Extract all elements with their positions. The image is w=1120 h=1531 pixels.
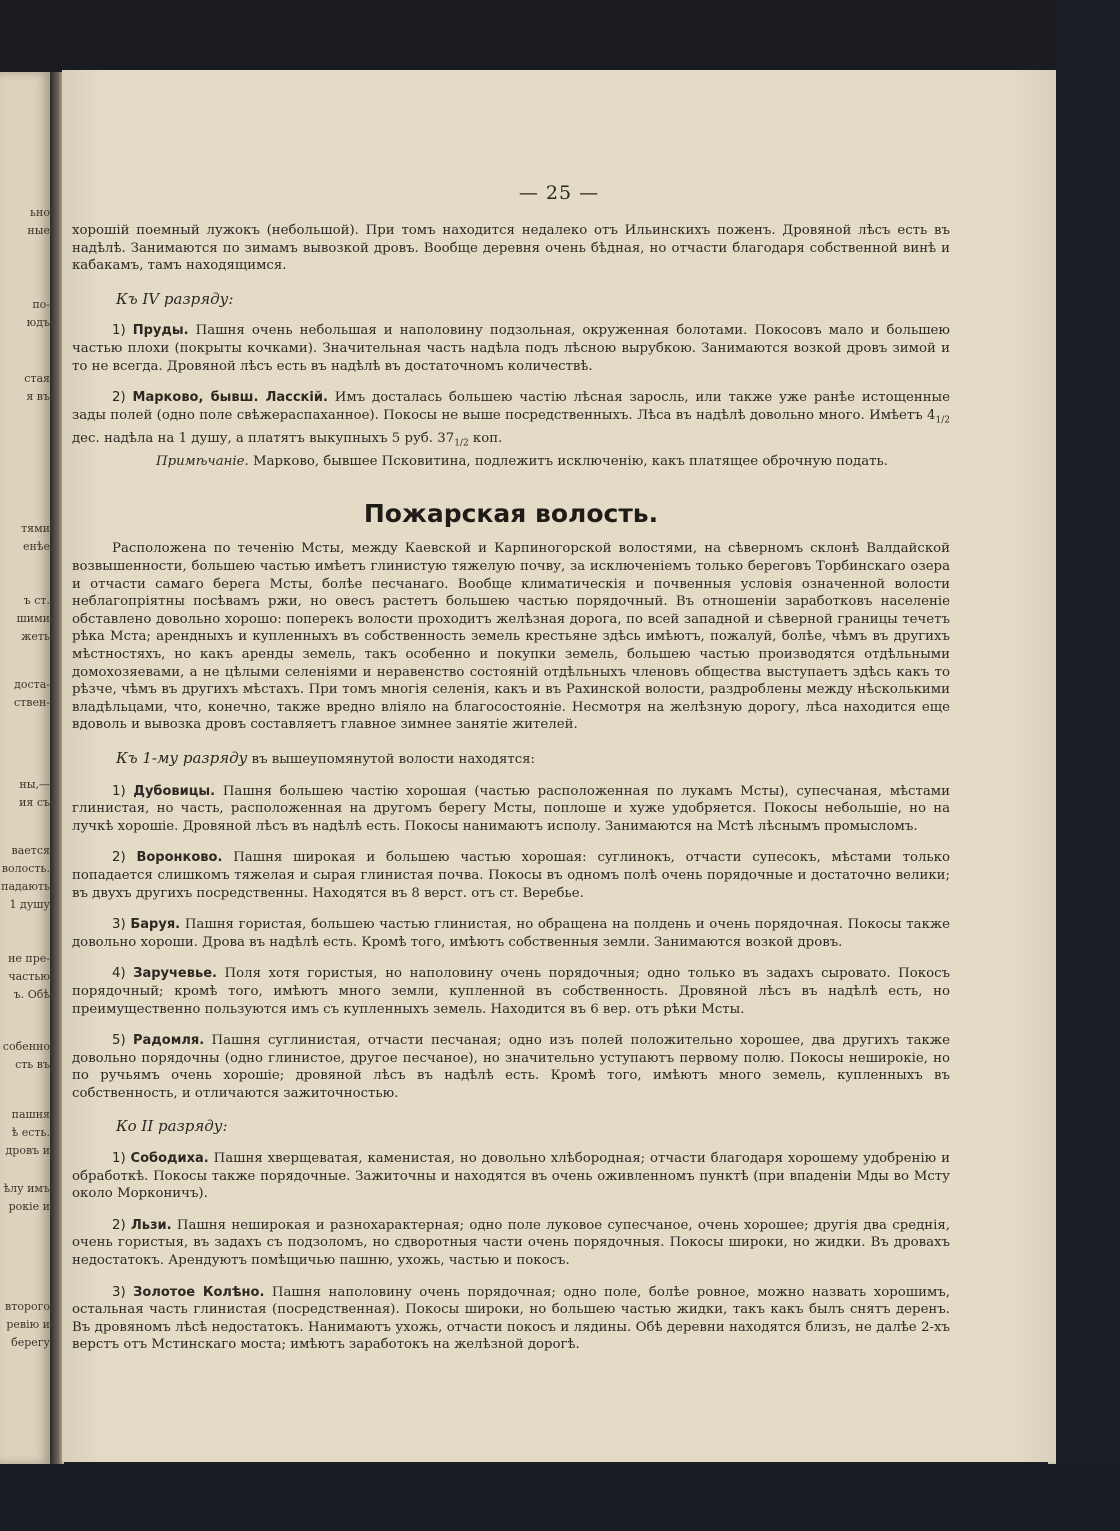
entry-text: Пашня хверщеватая, каменистая, но довольно хлѣбородная; отчасти благодаря хорошему удобренію и обработкѣ. Покосы также порядочные. Зажиточны и находятся въ очень оживленномъ пунктѣ (при впаденіи Мды во Мсту около Морконичъ).	[72, 1151, 950, 1202]
category-ii-heading: Ко II разряду:	[116, 1117, 228, 1136]
entry-iv-2	[72, 389, 950, 453]
entry-i-4	[72, 965, 950, 1018]
left-page-fragment: частью	[8, 970, 50, 983]
left-page-fragment: ные	[27, 224, 50, 237]
entry-text: Пашня гористая, большею частью глинистая, но обращена на полдень и очень порядочная. Покосы также довольно хороши. Дрова въ надѣлѣ есть. Кромѣ того, имѣютъ собственныя земли. Занимаются возкой дровъ.	[72, 917, 950, 950]
entry-number: 1)	[112, 323, 126, 339]
place-name: Воронково.	[136, 850, 223, 866]
background-bottom	[0, 1462, 1120, 1531]
entry-i-2	[72, 849, 950, 902]
left-page-fragment: рокіе и	[8, 1200, 50, 1213]
place-name: Золотое Колѣно.	[133, 1284, 265, 1300]
entry-number: 1)	[112, 1151, 126, 1167]
place-name: Сободиха.	[130, 1151, 209, 1167]
left-page-fragment: я въ	[26, 390, 50, 403]
category-i-label: Къ 1-му разряду	[116, 748, 248, 767]
left-page-fragment: ны,—	[19, 778, 50, 791]
entry-text-end: коп.	[468, 431, 503, 446]
section-paragraph: Расположена по теченію Мсты, между Каевской и Карпиногорской волостями, на сѣверномъ склонѣ Валдайской возвышенности, большею частью имѣетъ глинистую тяжелую почву, за исключеніемъ только береговъ Торбинскаго озера и отчасти самаго берега Мсты, болѣе песчанаго. Вообще климатическія и почвенныя условія означенной волости неблагопріятны посѣвамъ ржи, но овесъ растетъ большею частью порядочный. Въ отношеніи заработковъ населеніе обставлено довольно хорошо: поперекъ волости проходитъ желѣзная дорога, по всей западной и сѣверной границы течетъ рѣка Мста; арендныхъ и купленныхъ въ собственность земель крестьяне здѣсь имѣютъ, пожалуй, болѣе, чѣмъ въ другихъ мѣстностяхъ, но какъ аренды земель, такъ особенно и покупки земель, большею частью производятся отдѣльными домохозяевами, а не цѣлыми селеніями и неравенство состояній отдѣльныхъ членовъ общества выступаетъ здѣсь какъ то рѣзче, чѣмъ въ другихъ мѣстахъ. При томъ многія селенія, какъ и въ Рахинской волости, раздроблены между нѣсколькими владѣльцами, что, конечно, также вредно вліяло на благосостояніе. Несмотря на желѣзную дорогу, лѣса находится еще вдоволь и вывозка дровъ составляетъ главное зимнее занятіе жителей.	[72, 541, 950, 733]
category-i-after: въ вышеупомянутой волости находятся:	[247, 751, 536, 767]
left-page-fragment: ъ. Обѣ	[13, 988, 50, 1001]
entry-number: 2)	[112, 390, 126, 406]
left-page-fragment: сть въ	[15, 1058, 50, 1071]
left-page-fragment: стая	[24, 372, 50, 385]
left-page-fragment: шими	[16, 612, 50, 625]
note	[72, 453, 950, 471]
entry-text: Пашня суглинистая, отчасти песчаная; одно изъ полей положительно хорошее, два другихъ также довольно порядочны (одно глинистое, другое песчаное), но значительно уступаютъ первому полю. Покосы неширокіе, но по ручьямъ очень хорошіе; дровяной лѣсъ въ надѣлѣ есть. Кромѣ того, имѣютъ много земель, купленныхъ въ собственность, и отличаются зажиточностью.	[72, 1033, 950, 1101]
background-top	[0, 0, 1120, 80]
entry-number: 3)	[112, 1284, 126, 1300]
left-page-fragment: ия съ	[19, 796, 50, 809]
entry-number: 5)	[112, 1033, 126, 1049]
entry-text: Поля хотя гористыя, но наполовину очень порядочныя; одно только въ задахъ сыровато. Покосъ порядочный; кромѣ того, имѣютъ много земли, купленной въ собственность. Дровяной лѣсъ въ надѣлѣ есть, но преимущественно пользуются имъ съ купленныхъ земель. Находится въ 6 вер. отъ рѣки Мсты.	[72, 966, 950, 1017]
place-name: Марково, бывш. Ласскій.	[132, 390, 328, 406]
previous-page-edge	[0, 72, 50, 1464]
entry-iv-1	[72, 322, 950, 375]
left-page-fragment: волость.	[1, 862, 50, 875]
entry-i-5	[72, 1032, 950, 1102]
left-page-fragment: второго	[5, 1300, 50, 1313]
left-page-fragment: вается	[11, 844, 50, 857]
entry-text: Пашня большею частію хорошая (частью расположенная по лукамъ Мсты), супесчаная, мѣстами глинистая, но часть, расположенная на другомъ берегу Мсты, поплоше и хуже удобряется. Покосы небольшіе, но на лучкѣ хорошіе. Дровяной лѣсъ въ надѣлѣ есть. Покосы нанимаютъ исполу. Занимаются на Мстѣ лѣснымъ промысломъ.	[72, 783, 950, 834]
category-iv-heading: Къ IV разряду:	[116, 289, 234, 308]
entry-text: Пашня наполовину очень порядочная; одно поле, болѣе ровное, можно назвать хорошимъ, остальная часть глинистая (посредственная). Покосы широки, но большею частью жидки, такъ какъ былъ снятъ деренъ. Въ дровяномъ лѣсѣ недостатокъ. Нанимаютъ ухожь, отчасти покосъ и лядины. Обѣ деревни находятся близъ, не далѣе 2-хъ верстъ отъ Мстинскаго моста; имѣютъ заработокъ на желѣзной дорогѣ.	[72, 1284, 950, 1353]
left-page-fragment: тями	[21, 522, 50, 535]
entry-number: 1)	[112, 783, 126, 799]
entry-text-after: дес. надѣла на 1 душу, а платятъ выкупныхъ 5 руб. 37	[72, 431, 455, 446]
left-page-fragment: не пре-	[8, 952, 50, 965]
left-page-fragment: пашня	[11, 1108, 50, 1121]
left-page-fragment: енѣе	[23, 540, 50, 553]
entry-text: Пашня неширокая и разнохарактерная; одно поле луковое супесчаное, очень хорошее; другія два среднія, очень гористыя, въ задахъ съ подзоломъ, но сдворотныя части очень порядочныя. Покосы широки, но жидки. Въ дровахъ недостатокъ. Арендуютъ помѣщичью пашню, ухожь, частью и покосъ.	[72, 1217, 950, 1269]
left-page-fragment: 1 душу	[9, 898, 50, 911]
left-page-fragment: ствен-	[14, 696, 50, 709]
left-page-fragment: ревію и	[6, 1318, 50, 1331]
left-page-fragment: падають	[1, 880, 50, 893]
note-text: Марково, бывшее Псковитина, подлежитъ исключенію, какъ платящее оброчную подать.	[252, 454, 888, 470]
place-name: Пруды.	[132, 323, 189, 339]
place-name: Дубовицы.	[133, 783, 216, 799]
left-page-fragment: ѣ есть.	[11, 1126, 50, 1139]
place-name: Льзи.	[130, 1217, 172, 1233]
entry-ii-1	[72, 1150, 950, 1203]
left-page-fragment: по-	[32, 298, 50, 311]
entry-text: Имъ досталась большею частію лѣсная заросль, или также уже ранѣе истощенные зады полей (одно поле свѣжераспаханное). Покосы не выше посредственныхъ. Лѣса въ надѣлѣ довольно много. Имѣетъ 4	[72, 390, 951, 423]
entry-ii-3	[72, 1284, 950, 1354]
place-name: Баруя.	[130, 917, 181, 933]
left-page-fragment: юдъ	[26, 316, 50, 329]
left-page-fragment: жеть	[21, 630, 50, 643]
background-right	[1058, 0, 1120, 1531]
intro-paragraph: хорошій поемный лужокъ (небольшой). При томъ находится недалеко отъ Ильинскихъ поженъ. Дровяной лѣсъ есть въ надѣлѣ. Занимаются по зимамъ вывозкой дровъ. Вообще деревня очень бѣдная, но отчасти благодаря собственной винѣ и кабакамъ, тамъ находящимся.	[72, 223, 950, 274]
section-title: Пожарская волость.	[363, 498, 659, 528]
entry-text: Пашня очень небольшая и наполовину подзольная, окруженная болотами. Покосовъ мало и большею частью плохи (покрыты кочками). Значительная часть надѣла подъ лѣсною вырубкою. Занимаются возкой дровъ зимой и то не всегда. Дровяной лѣсъ есть въ надѣлѣ въ достаточномъ количествѣ.	[72, 323, 951, 374]
fraction: 1/2	[454, 438, 469, 449]
left-page-fragment: ѣлу имъ	[3, 1182, 50, 1195]
left-page-fragment: ьно	[30, 206, 50, 219]
place-name: Радомля.	[132, 1033, 205, 1049]
left-page-fragment: берегу	[11, 1336, 50, 1349]
entry-number: 2)	[112, 1217, 126, 1233]
page-number: — 25 —	[518, 182, 600, 204]
note-label: Примѣчаніе.	[156, 454, 249, 470]
entry-number: 4)	[112, 966, 126, 982]
fraction: 1/2	[935, 415, 950, 426]
page-content	[72, 222, 950, 1354]
entry-number: 2)	[112, 850, 126, 866]
category-i-heading	[116, 750, 950, 769]
entry-i-1	[72, 783, 950, 836]
entry-text: Пашня широкая и большею частью хорошая: суглинокъ, отчасти супесокъ, мѣстами только попадается слишкомъ тяжелая и сырая глинистая почва. Покосы въ одномъ полѣ очень порядочные и достаточно велики; въ двухъ другихъ посредственны. Находятся въ 8 верст. отъ ст. Веребье.	[72, 850, 950, 901]
place-name: Заручевье.	[133, 966, 217, 982]
left-page-fragment: доста-	[14, 678, 50, 691]
entry-number: 3)	[112, 917, 126, 933]
left-page-fragment: ъ ст.	[23, 594, 50, 607]
book-page	[62, 70, 1056, 1462]
left-page-fragment: дровъ и	[5, 1144, 50, 1157]
left-page-fragment: собенно	[2, 1040, 50, 1053]
entry-ii-2	[72, 1217, 950, 1270]
entry-i-3	[72, 916, 950, 951]
